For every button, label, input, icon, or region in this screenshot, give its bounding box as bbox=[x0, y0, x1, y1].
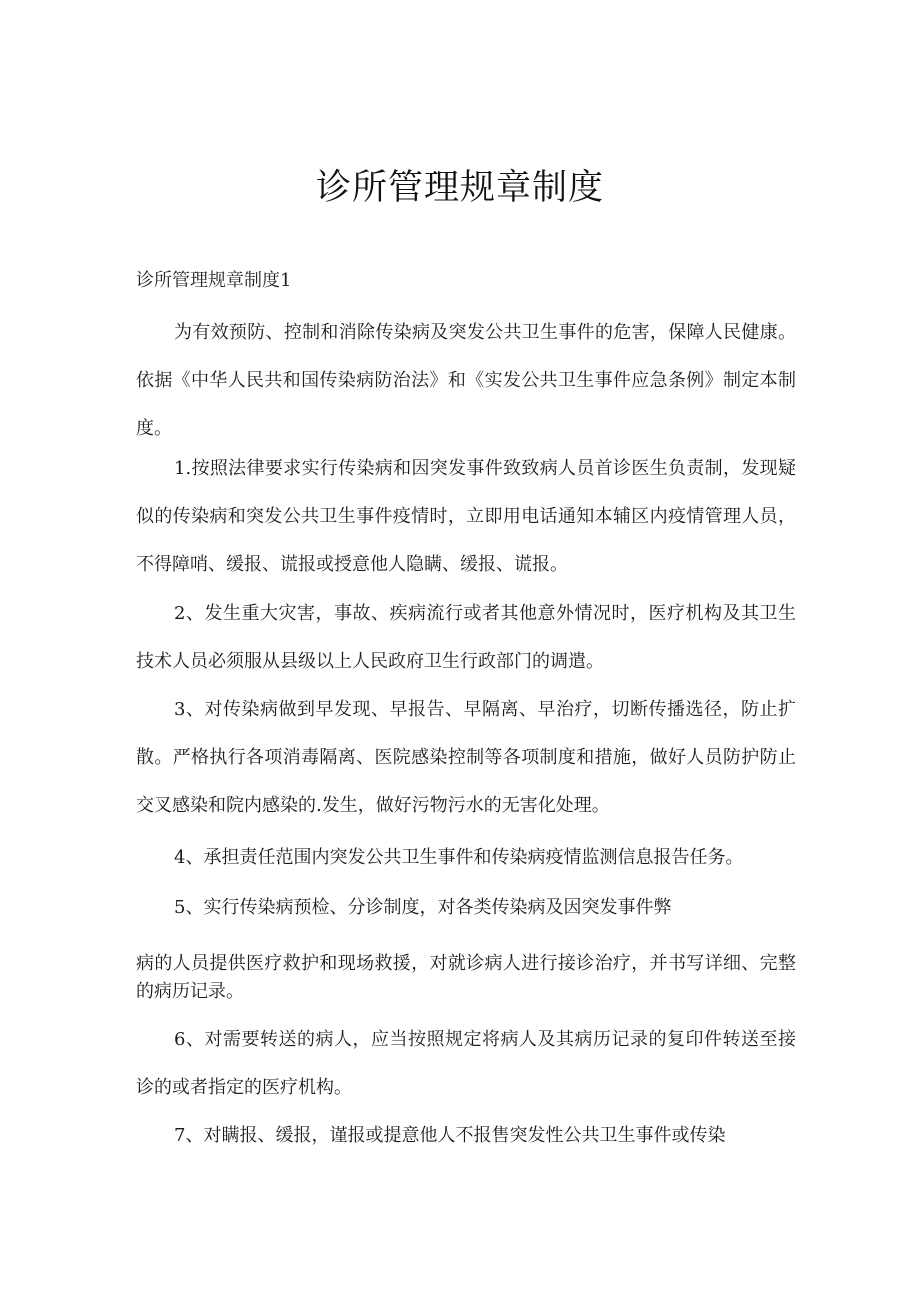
paragraph-item-4: 4、承担责任范围内突发公共卫生事件和传染病疫情监测信息报告任务。 bbox=[174, 847, 744, 868]
section-heading: 诊所管理规章制度1 bbox=[136, 270, 292, 291]
paragraph-item-3: 3、对传染病做到早发现、早报告、早隔离、早治疗，切断传播选径，防止扩散。严格执行各项消毒隔离、医院感染控制等各项制度和措施，做好人员防护防止交叉感染和院内感染的.发生，做好污物污水的无害化处理。 bbox=[136, 699, 796, 816]
paragraph-item-7: 7、对瞒报、缓报，谨报或提意他人不报售突发性公共卫生事件或传染 bbox=[174, 1125, 726, 1146]
paragraph-item-5: 5、实行传染病预检、分诊制度，对各类传染病及因突发事件弊 bbox=[174, 897, 672, 918]
page-title: 诊所管理规章制度 bbox=[315, 168, 604, 208]
paragraph-item-2: 2、发生重大灾害，事故、疾病流行或者其他意外情况时，医疗机构及其卫生技术人员必须服从县级以上人民政府卫生行政部门的调遣。 bbox=[136, 603, 796, 672]
paragraph-intro: 为有效预防、控制和消除传染病及突发公共卫生事件的危害，保障人民健康。依据《中华人民共和国传染病防治法》和《实发公共卫生事件应急条例》制定本制度。 bbox=[136, 322, 796, 439]
paragraph-item-1: 1.按照法律要求实行传染病和因突发事件致致病人员首诊医生负责制，发现疑似的传染病和突发公共卫生事件疫情时，立即用电话通知本辅区内疫情管理人员，不得障哨、缓报、谎报或授意他人隐瞒、缓报、谎报。 bbox=[136, 458, 796, 575]
paragraph-item-6: 6、对需要转送的病人，应当按照规定将病人及其病历记录的复印件转送至接诊的或者指定的医疗机构。 bbox=[136, 1029, 796, 1098]
paragraph-item-5-continued: 病的人员提供医疗救护和现场救援，对就诊病人进行接诊治疗，并书写详细、完整的病历记录。 bbox=[136, 953, 796, 1002]
